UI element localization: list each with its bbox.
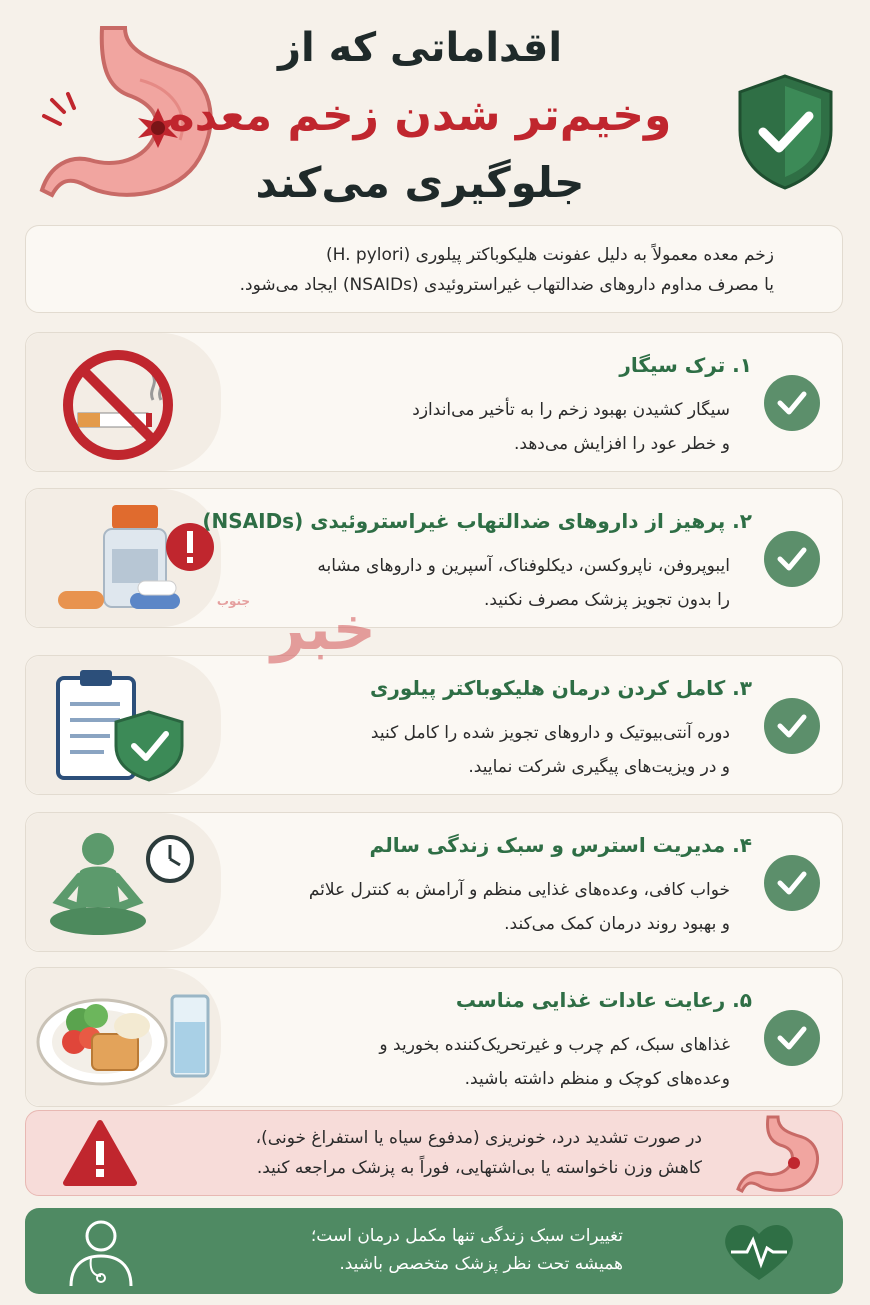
tip-card-3: [25, 655, 843, 795]
tip-card-1: [25, 332, 843, 472]
heart-pulse-icon: [719, 1220, 799, 1284]
footer-line-2: همیشه تحت نظر پزشک متخصص باشید.: [339, 1254, 623, 1274]
tip-body-line-2: وعده‌های کوچک و منظم داشته باشید.: [464, 1069, 730, 1089]
warning-line-2: کاهش وزن ناخواسته یا بی‌اشتهایی، فوراً به پزشک مراجعه کنید.: [256, 1158, 702, 1178]
intro-line-2: یا مصرف مداوم داروهای ضدالتهاب غیراستروئیدی (NSAIDs) ایجاد می‌شود.: [239, 275, 774, 295]
tip-title: ۴. مدیریت استرس و سبک زندگی سالم: [369, 833, 752, 857]
check-icon: [764, 855, 820, 911]
tip-body-line-2: و در ویزیت‌های پیگیری شرکت نمایید.: [468, 757, 730, 777]
title-line-3: جلوگیری می‌کند: [255, 158, 585, 207]
footer-text: [123, 1222, 623, 1278]
tip-body-line-2: و خطر عود را افزایش می‌دهد.: [514, 434, 730, 454]
check-icon: [764, 1010, 820, 1066]
warning-triangle-icon: [62, 1119, 138, 1189]
footer-line-1: تغییرات سبک زندگی تنها مکمل درمان است؛: [310, 1226, 623, 1246]
intro-box: [25, 225, 843, 313]
tip-title: ۲. پرهیز از داروهای ضدالتهاب غیراستروئیدی (NSAIDs): [202, 509, 752, 533]
small-stomach-icon: [736, 1115, 826, 1193]
shield-check-icon: [733, 72, 838, 192]
tip-title: ۱. ترک سیگار: [619, 353, 752, 377]
tip-body-line-1: غذاهای سبک، کم چرب و غیرتحریک‌کننده بخورید و: [379, 1035, 730, 1055]
title-line-1: اقداماتی که از: [277, 25, 563, 71]
check-icon: [764, 375, 820, 431]
tip-body-line-1: دوره آنتی‌بیوتیک و داروهای تجویز شده را کامل کنید: [370, 723, 730, 743]
check-icon: [764, 531, 820, 587]
tip-body: [170, 393, 730, 461]
watermark-small: جنوب: [216, 594, 251, 608]
tip-body-line-2: را بدون تجویز پزشک مصرف نکنید.: [483, 590, 730, 610]
watermark-main: خبر: [270, 594, 376, 664]
tip-card-5: [25, 967, 843, 1107]
tip-body-line-1: ایبوپروفن، ناپروکسن، دیکلوفناک، آسپرین و داروهای مشابه: [317, 556, 730, 576]
tip-card-4: [25, 812, 843, 952]
footer-banner: [25, 1208, 843, 1294]
tip-body: [170, 716, 730, 784]
tip-title: ۵. رعایت عادات غذایی مناسب: [455, 988, 752, 1012]
tip-body-line-2: و بهبود روند درمان کمک می‌کند.: [504, 914, 730, 934]
warning-box: [25, 1110, 843, 1196]
tip-body-line-1: سیگار کشیدن بهبود زخم را به تأخیر می‌اندازد: [412, 400, 730, 420]
tip-body: [170, 1028, 730, 1096]
no-smoking-icon: [58, 345, 178, 463]
tip-body: [170, 873, 730, 941]
tip-body-line-1: خواب کافی، وعده‌های غذایی منظم و آرامش به کنترل علائم: [308, 880, 730, 900]
watermark: [196, 594, 376, 684]
warning-line-1: در صورت تشدید درد، خونریزی (مدفوع سیاه یا استفراغ خونی)،: [255, 1128, 702, 1148]
tip-card-2: [25, 488, 843, 628]
check-icon: [764, 698, 820, 754]
warning-text: [142, 1123, 702, 1183]
intro-line-1: زخم معده معمولاً به دلیل عفونت هلیکوباکتر پیلوری (H. pylori): [325, 245, 774, 265]
tip-title: ۳. کامل کردن درمان هلیکوباکتر پیلوری: [370, 676, 752, 700]
title-line-2: وخیم‌تر شدن زخم معده: [168, 90, 672, 141]
